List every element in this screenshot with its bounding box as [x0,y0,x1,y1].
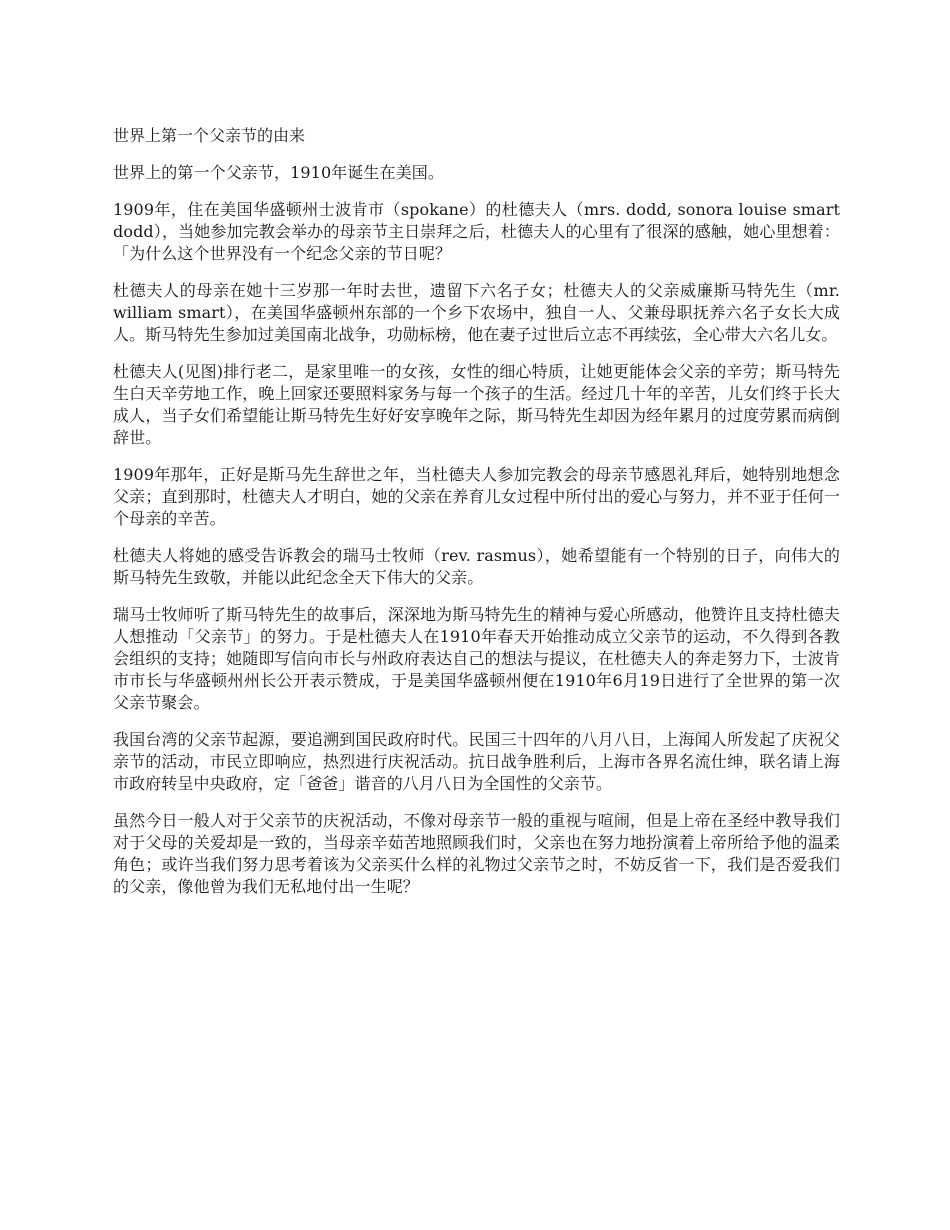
paragraph-1: 世界上的第一个父亲节，1910年诞生在美国。 [113,163,444,182]
document-title: 世界上第一个父亲节的由来 [113,126,306,145]
paragraph-7: 瑞马士牧师听了斯马特先生的故事后，深深地为斯马特先生的精神与爱心所感动，他赞许且支持杜德夫人想推动「父亲节」的努力。于是杜德夫人在1910年春天开始推动成立父亲节的运动，不久得到各教会组织的支持；她随即写信向市长与州政府表达自己的想法与提议，在杜德夫人的奔走努力下，士波肯市市长与华盛顿州州长公开表示赞成，于是美国华盛顿州便在1910年6月19日进行了全世界的第一次父亲节聚会。 [113,605,840,712]
paragraph-9: 虽然今日一般人对于父亲节的庆祝活动，不像对母亲节一般的重视与喧闹，但是上帝在圣经中教导我们对于父母的关爱却是一致的，当母亲辛茹苦地照顾我们时，父亲也在努力地扮演着上帝所给予他的温柔角色；或许当我们努力思考着该为父亲买什么样的礼物过父亲节之时，不妨反省一下，我们是否爱我们的父亲，像他曾为我们无私地付出一生呢？ [113,811,840,896]
paragraph-6: 杜德夫人将她的感受告诉教会的瑞马士牧师（rev. rasmus），她希望能有一个特别的日子，向伟大的斯马特先生致敬，并能以此纪念全天下伟大的父亲。 [113,546,840,587]
paragraph-5: 1909年那年，正好是斯马先生辞世之年，当杜德夫人参加完教会的母亲节感恩礼拜后，她特别地想念父亲；直到那时，杜德夫人才明白，她的父亲在养育儿女过程中所付出的爱心与努力，并不亚于任何一个母亲的辛苦。 [113,465,840,528]
paragraph-4: 杜德夫人(见图)排行老二，是家里唯一的女孩，女性的细心特质，让她更能体会父亲的辛劳；斯马特先生白天辛劳地工作，晚上回家还要照料家务与每一个孩子的生活。经过几十年的辛苦，儿女们终于长大成人，当子女们希望能让斯马特先生好好安享晚年之际，斯马特先生却因为经年累月的过度劳累而病倒辞世。 [113,362,840,447]
paragraph-2: 1909年，住在美国华盛顿州士波肯市（spokane）的杜德夫人（mrs. dodd, sonora louise smart dodd），当她参加完教会举办的母亲节主日崇拜之后，杜德夫人的心里有了很深的感触，她心里想着：「为什么这个世界没有一个纪念父亲的节日呢？ [113,200,840,263]
document-body [113,125,840,913]
paragraph-8: 我国台湾的父亲节起源，要追溯到国民政府时代。民国三十四年的八月八日，上海闻人所发起了庆祝父亲节的活动，市民立即响应，热烈进行庆祝活动。抗日战争胜利后，上海市各界名流仕绅，联名请上海市政府转呈中央政府，定「爸爸」谐音的八月八日为全国性的父亲节。 [113,730,840,793]
paragraph-3: 杜德夫人的母亲在她十三岁那一年时去世，遗留下六名子女；杜德夫人的父亲威廉斯马特先生（mr. william smart），在美国华盛顿州东部的一个乡下农场中，独自一人、父兼母职抚养六名子女长大成人。斯马特先生参加过美国南北战争，功勋标榜，他在妻子过世后立志不再续弦，全心带大六名儿女。 [113,281,840,344]
